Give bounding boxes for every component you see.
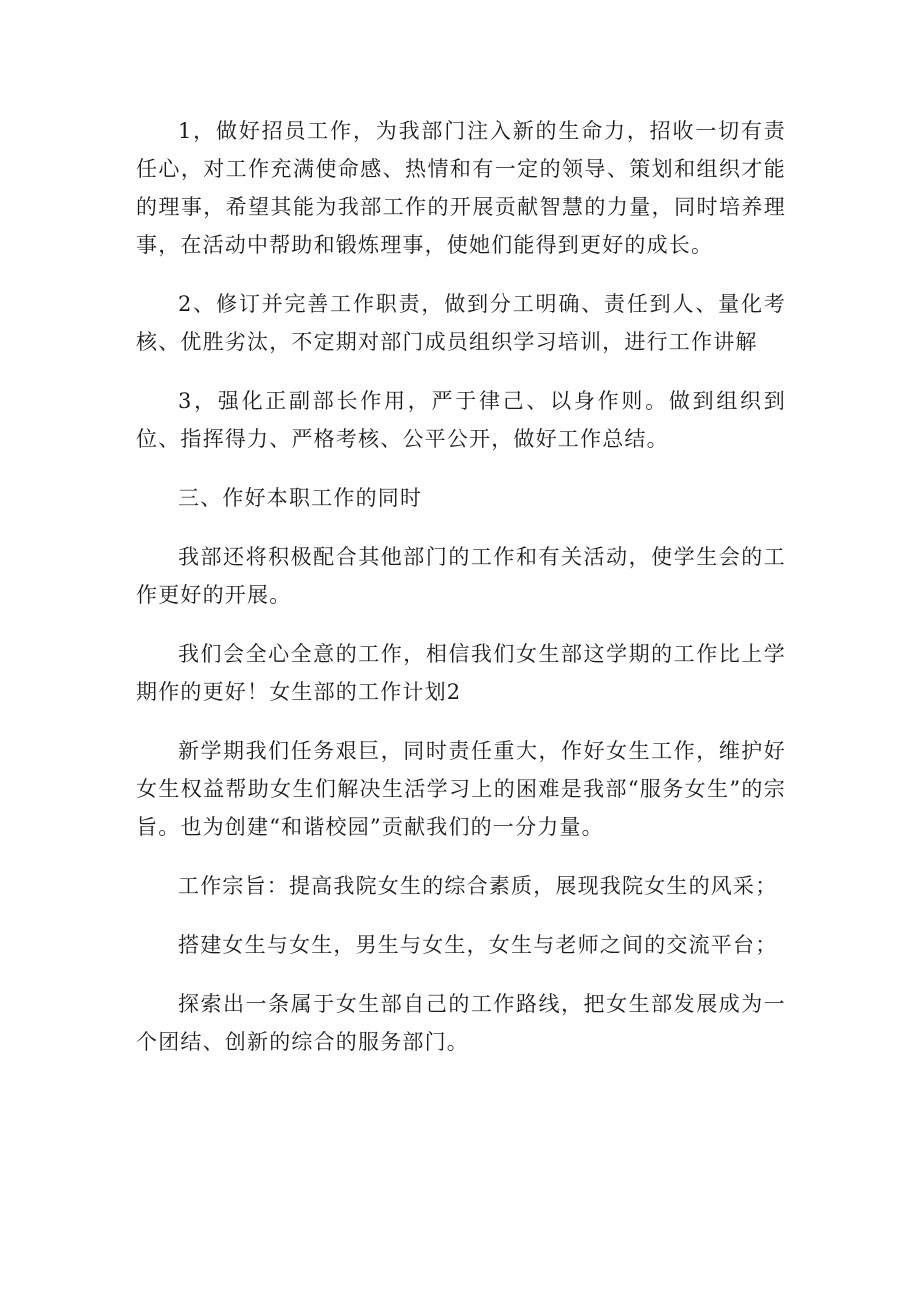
paragraph-direction: 探索出一条属于女生部自己的工作路线，把女生部发展成为一个团结、创新的综合的服务部门。 — [136, 992, 786, 1054]
paragraph-new-semester: 新学期我们任务艰巨，同时责任重大，作好女生工作，维护好女生权益帮助女生们解决生活学习上的困难是我部“服务女生”的宗旨。也为创建“和谐校园”贡献我们的一分力量。 — [136, 739, 786, 839]
section-heading-three: 三、作好本职工作的同时 — [178, 486, 423, 510]
paragraph-commitment: 我们会全心全意的工作，相信我们女生部这学期的工作比上学期作的更好！女生部的工作计划2 — [136, 642, 786, 704]
paragraph-recruitment: 1，做好招员工作，为我部门注入新的生命力，招收一切有责任心，对工作充满使命感、热情和有一定的领导、策划和组织才能的理事，希望其能为我部工作的开展贡献智慧的力量，同时培养理事，在活动中帮助和锻炼理事，使她们能得到更好的成长。 — [136, 119, 786, 257]
paragraph-duties: 2、修订并完善工作职责，做到分工明确、责任到人、量化考核、优胜劣汰，不定期对部门成员组织学习培训，进行工作讲解 — [136, 292, 786, 354]
paragraph-cooperation: 我部还将积极配合其他部门的工作和有关活动，使学生会的工作更好的开展。 — [136, 545, 786, 607]
paragraph-purpose: 工作宗旨：提高我院女生的综合素质，展现我院女生的风采； — [178, 874, 778, 898]
paragraph-platform: 搭建女生与女生，男生与女生，女生与老师之间的交流平台； — [178, 933, 778, 957]
paragraph-leadership: 3，强化正副部长作用，严于律己、以身作则。做到组织到位、指挥得力、严格考核、公平公开，做好工作总结。 — [136, 389, 786, 451]
document-body — [136, 112, 786, 1082]
